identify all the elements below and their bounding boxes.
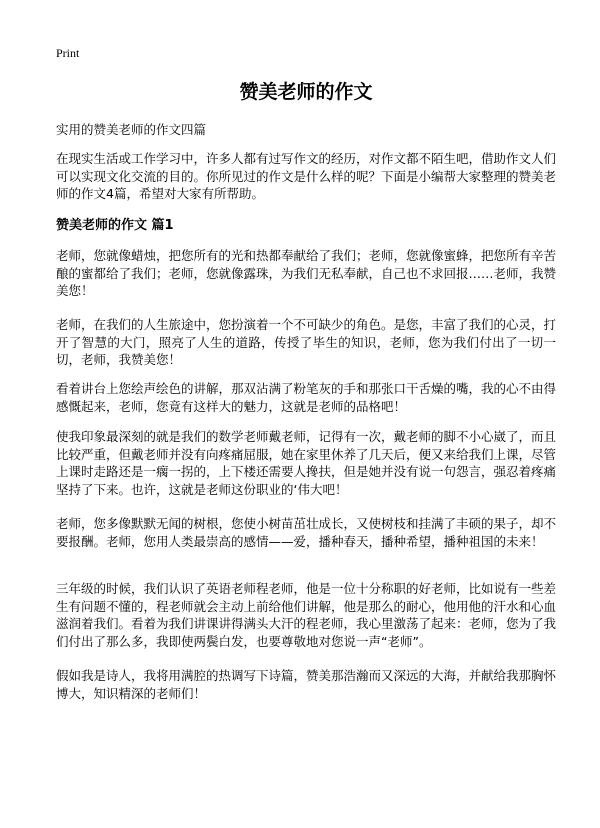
section-heading: 赞美老师的作文 篇1 [56, 218, 174, 233]
body-paragraph-4: 使我印象最深刻的就是我们的数学老师戴老师，记得有一次，戴老师的脚不小心崴了，而且比较严重，但戴老师并没有向疼痛屈服，她在家里休养了几天后，便又来给我们上课，尽管上课时走路还是一瘸一拐的，上下楼还需要人搀扶，但是她并没有说一句怨言，强忍着疼痛坚持了下来。也许，这就是老师这份职业的‘伟大吧！ [56, 429, 557, 497]
document-subtitle: 实用的赞美老师的作文四篇 [56, 122, 207, 137]
print-label[interactable]: Print [56, 46, 80, 60]
intro-paragraph: 在现实生活或工作学习中，许多人都有过写作文的经历，对作文都不陌生吧，借助作文人们可以实现文化交流的目的。你所见过的作文是什么样的呢？下面是小编帮大家整理的赞美老师的作文4篇，希望对大家有所帮助。 [56, 151, 557, 202]
body-paragraph-7: 假如我是诗人，我将用满腔的热调写下诗篇，赞美那浩瀚而又深远的大海，并献给我那胸怀博大，知识精深的老师们！ [56, 668, 557, 701]
body-paragraph-6: 三年级的时候，我们认识了英语老师程老师，他是一位十分称职的好老师，比如说有一些差生有问题不懂的，程老师就会主动上前给他们讲解，他是那么的耐心，他用他的汗水和心血滋润着我们。看着为我们讲课讲得满头大汗的程老师，我心里激荡了起来：老师，您为了我们付出了那么多，我即使两鬓白发，也要尊敬地对您说一声“老师”。 [56, 581, 557, 649]
body-paragraph-3: 看着讲台上您绘声绘色的讲解，那双沾满了粉笔灰的手和那张口干舌燥的嘴，我的心不由得感慨起来，老师，您竟有这样大的魅力，这就是老师的品格吧！ [56, 381, 557, 414]
body-paragraph-1: 老师，您就像蜡烛，把您所有的光和热都奉献给了我们；老师，您就像蜜蜂，把您所有辛苦酿的蜜都给了我们；老师，您就像露珠，为我们无私奉献，自己也不求回报……老师，我赞美您！ [56, 248, 557, 299]
document-title: 赞美老师的作文 [239, 81, 373, 103]
body-paragraph-5: 老师，您多像默默无闻的树根，您使小树苗茁壮成长，又使树枝和挂满了丰硕的果子，却不要报酬。老师，您用人类最崇高的感情——爱，播种春天，播种希望，播种祖国的未来！ [56, 516, 557, 549]
body-paragraph-2: 老师，在我们的人生旅途中，您扮演着一个不可缺少的角色。是您，丰富了我们的心灵，打开了智慧的大门，照亮了人生的道路，传授了毕生的知识，老师，您为我们付出了一切一切，老师，我赞美您！ [56, 317, 557, 368]
